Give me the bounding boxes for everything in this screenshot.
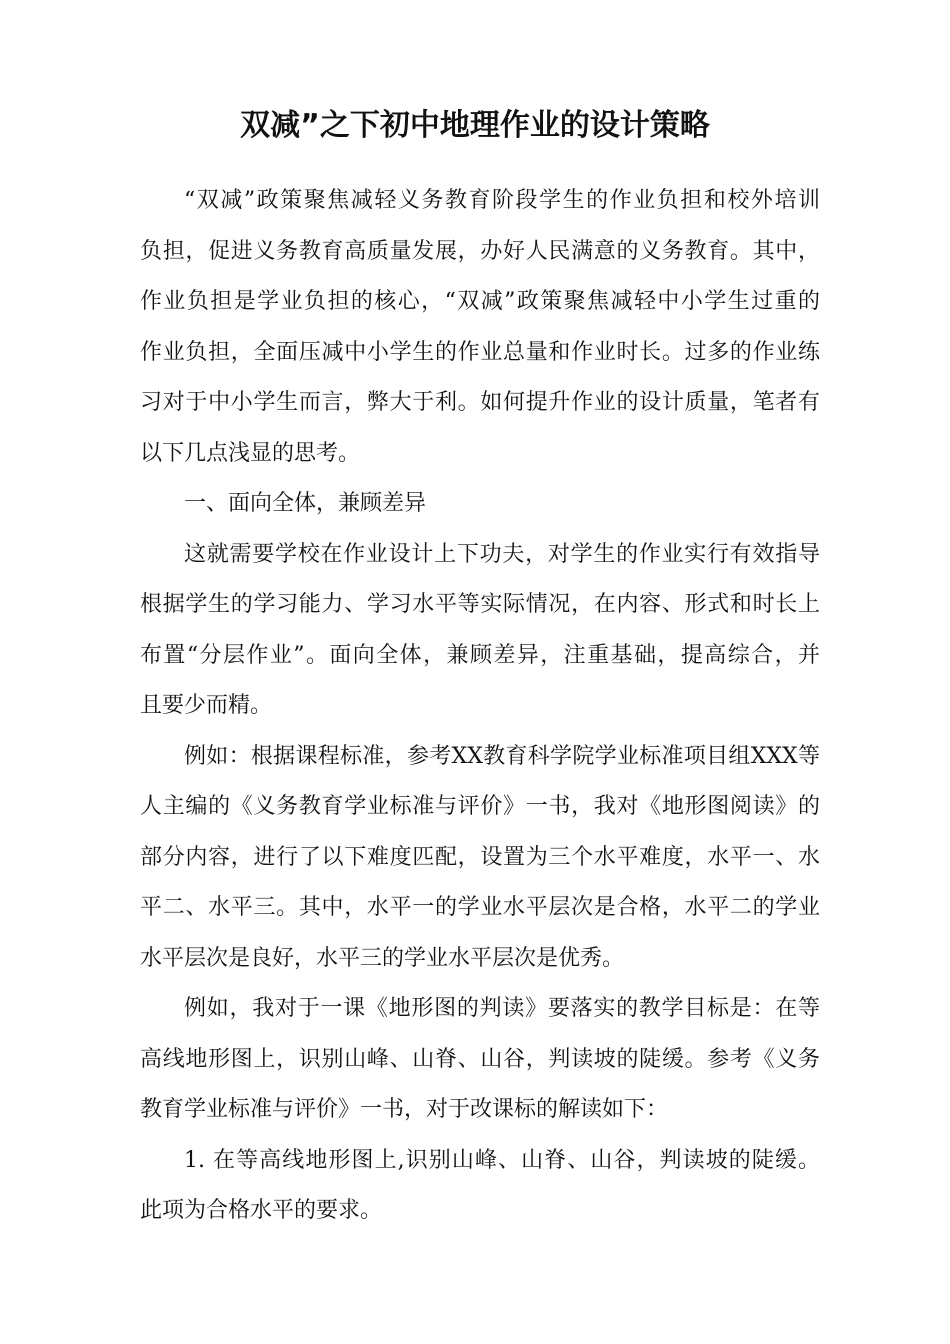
paragraph-line: 此项为合格水平的要求。 [140,1198,383,1223]
paragraph-line: 布置“分层作业”。面向全体，兼顾差异，注重基础，提高综合，并 [140,642,820,668]
paragraph-line: 部分内容，进行了以下难度匹配，设置为三个水平难度，水平一、水 [140,844,820,870]
paragraph-line: 教育学业标准与评价》一书，对于改课标的解读如下： [140,1097,669,1122]
paragraph-line: 例如：根据课程标准，参考XX教育科学院学业标准项目组XXX等 [184,743,820,769]
paragraph-line: 作业负担，全面压减中小学生的作业总量和作业时长。过多的作业练 [140,339,820,365]
section-heading: 一、面向全体，兼顾差异 [184,491,427,516]
paragraph-line: 例如，我对于一课《地形图的判读》要落实的教学目标是：在等 [184,996,820,1021]
document-title: 双减”之下初中地理作业的设计策略 [240,108,710,143]
paragraph-line: 根据学生的学习能力、学习水平等实际情况，在内容、形式和时长上 [140,592,820,617]
paragraph-line: 水平层次是良好，水平三的学业水平层次是优秀。 [140,945,625,971]
paragraph-line: “双减”政策聚焦减轻义务教育阶段学生的作业负担和校外培训 [184,188,820,213]
numbered-item-line: 1. 在等高线地形图上,识别山峰、山脊、山谷，判读坡的陡缓。 [184,1147,820,1173]
paragraph-line: 高线地形图上，识别山峰、山脊、山谷，判读坡的陡缓。参考《义务 [140,1046,820,1072]
document-body [140,176,820,1237]
paragraph-line: 作业负担是学业负担的核心，“双减”政策聚焦减轻中小学生过重的 [140,289,820,314]
paragraph-line: 人主编的《义务教育学业标准与评价》一书，我对《地形图阅读》的 [140,794,820,819]
paragraph-line: 且要少而精。 [140,693,273,718]
paragraph-line: 这就需要学校在作业设计上下功夫，对学生的作业实行有效指导 [184,541,820,567]
paragraph-line: 以下几点浅显的思考。 [140,440,361,466]
paragraph-line: 平二、水平三。其中，水平一的学业水平层次是合格，水平二的学业 [140,895,820,920]
paragraph-line: 习对于中小学生而言，弊大于利。如何提升作业的设计质量，笔者有 [140,390,820,415]
paragraph-line: 负担，促进义务教育高质量发展，办好人民满意的义务教育。其中， [140,238,820,264]
